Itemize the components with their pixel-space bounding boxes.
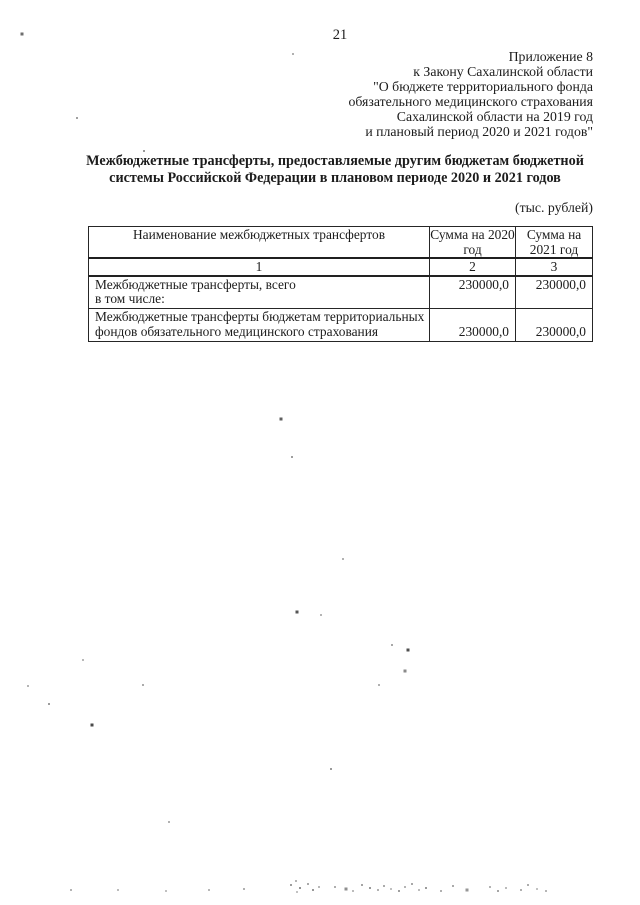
appendix-line: Сахалинской области на 2019 год: [396, 109, 593, 124]
page-number: 21: [332, 27, 348, 43]
scan-speckles: [0, 0, 2, 2]
sum-2021-cell: 230000,0: [516, 276, 593, 309]
transfer-name-line: Межбюджетные трансферты бюджетам территориальных: [95, 309, 425, 325]
document-title-line: Межбюджетные трансферты, предоставляемые другим бюджетам бюджетной: [86, 153, 584, 169]
transfer-name-line: фондов обязательного медицинского страхования: [95, 323, 379, 339]
appendix-line: к Закону Сахалинской области: [413, 64, 593, 79]
sum-2020-cell: 230000,0: [430, 276, 516, 309]
sum-2021-cell: 230000,0: [516, 309, 593, 341]
appendix-line: и плановый период 2020 и 2021 годов": [365, 124, 593, 139]
col-header-sum-2021: Сумма на 2021 год: [516, 227, 593, 259]
transfer-name-line: в том числе:: [95, 291, 165, 307]
column-number: 3: [516, 258, 593, 276]
appendix-reference-block: [0, 49, 593, 139]
column-number: 1: [89, 258, 430, 276]
document-title-line: системы Российской Федерации в плановом периоде 2020 и 2021 годов: [109, 169, 561, 186]
transfer-name-line: Межбюджетные трансферты, всего: [95, 277, 296, 292]
transfers-table: [88, 226, 593, 342]
appendix-line: "О бюджете территориального фонда: [373, 79, 593, 94]
units-note: (тыс. рублей): [514, 200, 593, 215]
scan-noise-band: [0, 0, 2, 2]
transfer-name-cell: [89, 309, 430, 341]
table-row: [89, 276, 593, 309]
col-header-transfer-name: Наименование межбюджетных трансфертов: [89, 227, 430, 259]
table-row: [89, 309, 593, 341]
col-header-sum-2020: Сумма на 2020 год: [430, 227, 515, 257]
appendix-line: Приложение 8: [508, 49, 593, 64]
sum-2020-cell: 230000,0: [430, 309, 516, 341]
transfer-name-cell: [89, 276, 430, 309]
column-number-row: [89, 258, 593, 276]
column-number: 2: [430, 258, 516, 276]
table-header-row: [89, 227, 593, 259]
document-title: [78, 153, 592, 186]
appendix-line: обязательного медицинского страхования: [348, 94, 593, 109]
